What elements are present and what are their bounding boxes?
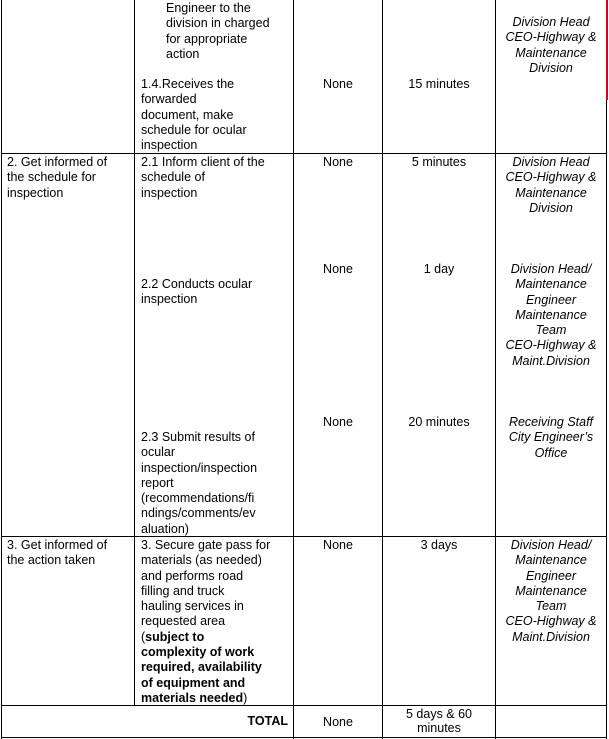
row-border-bottom: [1, 737, 607, 738]
row3-person: Division Head/ Maintenance Engineer Maintenance Team CEO-Highway & Maint.Division: [505, 538, 597, 644]
total-fees: None: [323, 715, 353, 729]
row2-client-step: 2. Get informed of the schedule for inspection: [7, 155, 108, 200]
row3-fees: None: [323, 538, 353, 552]
row-border-2: [1, 536, 607, 537]
row2-time-2-3: 20 minutes: [408, 415, 470, 429]
col-border-right: [606, 0, 607, 739]
row1-time-1-4: 15 minutes: [408, 77, 470, 91]
row2-action-2-2: 2.2 Conducts ocular inspection: [141, 277, 253, 307]
row3-client-step: 3. Get informed of the action taken: [7, 538, 108, 568]
row2-time-2-1: 5 minutes: [411, 155, 467, 169]
row2-fees-2-1: None: [323, 155, 353, 169]
page-edge-marker: [606, 0, 608, 100]
row3-action: [141, 538, 293, 706]
row2-fees-2-3: None: [323, 415, 353, 429]
row2-person-2-3: Receiving Staff City Engineer’s Office: [508, 415, 594, 460]
row2-action-2-1: 2.1 Inform client of the schedule of inspection: [141, 155, 265, 200]
col-border-1: [134, 0, 135, 706]
row2-person-2-2: Division Head/ Maintenance Engineer Maintenance Team CEO-Highway & Maint.Division: [505, 262, 597, 368]
total-label: TOTAL: [247, 714, 288, 728]
row3-action-bold-note: subject to complexity of work required, availability of equipment and materials needed: [141, 629, 262, 705]
row1-action-1-4: 1.4.Receives the forwarded document, make schedule for ocular inspection: [141, 77, 247, 153]
row1-fees-1-4: None: [323, 77, 353, 91]
row2-person-2-1: Division Head CEO-Highway & Maintenance Division: [505, 155, 597, 215]
row3-action-text: 3. Secure gate pass for materials (as needed) and performs road filling and truck hauling services in requested area (: [141, 538, 271, 644]
row3-time: 3 days: [420, 538, 458, 552]
row-border-3: [1, 705, 607, 706]
col-border-3: [382, 0, 383, 739]
row-border-1: [1, 153, 607, 154]
row1-person-1: Division Head CEO-Highway & Maintenance Division: [505, 15, 597, 75]
col-border-2: [293, 0, 294, 739]
col-border-left: [1, 0, 2, 739]
row3-action-close: ): [243, 690, 248, 705]
row1-action-continued: Engineer to the division in charged for appropriate action: [166, 1, 270, 61]
row2-time-2-2: 1 day: [423, 262, 455, 276]
row2-action-2-3: 2.3 Submit results of ocular inspection/inspection report (recommendations/fi ndings/comments/ev aluation): [141, 430, 258, 536]
row2-fees-2-2: None: [323, 262, 353, 276]
total-time: 5 days & 60 minutes: [405, 707, 472, 735]
